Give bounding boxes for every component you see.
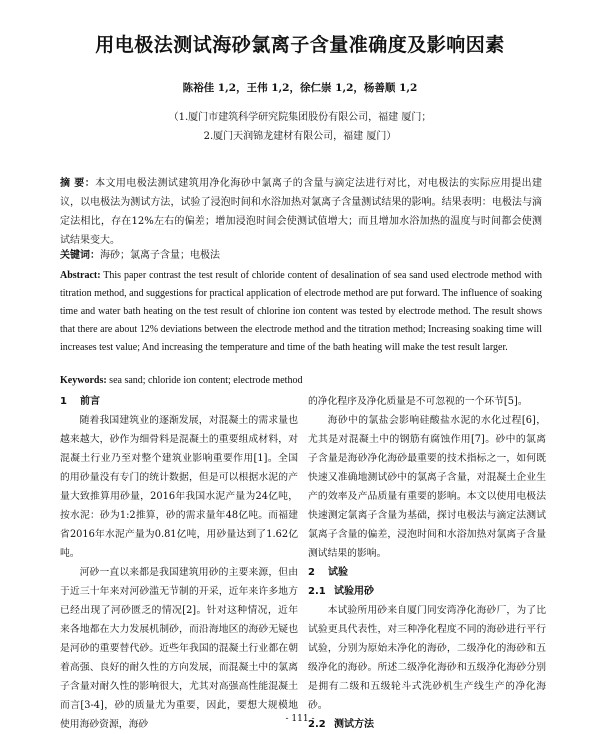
keywords-english <box>60 375 302 386</box>
section-title: 试验用砂 <box>334 586 374 597</box>
keywords-cn-text: 海砂；氯离子含量；电极法 <box>100 250 220 261</box>
abstract-chinese <box>60 174 542 250</box>
body-paragraph: 海砂中的氯盐会影响硅酸盐水泥的水化过程[6]，尤其是对混凝土中的钢筋有腐蚀作用[7]。砂中的氯离子含量是海砂净化海砂最重要的技术指标之一，如何既快速又准确地测试砂中的氯离子含量，对混凝土企业生产的效率及产品质量有重要的影响。本文以使用电极法快速测定氯离子含量为基础，探讨电极法与滴定法测试氯离子含量的偏差，浸泡时间和水浴加热对氯离子含量测试结果的影响。 <box>308 415 546 559</box>
page-number: - 111 - <box>285 714 315 724</box>
section-number: 2.2 <box>308 719 326 730</box>
abstract-english <box>60 267 542 357</box>
keywords-en-label: Keywords: <box>60 375 107 386</box>
affiliation-1: （1.厦门市建筑科学研究院集团股份有限公司，福建 厦门； <box>168 112 432 123</box>
body-paragraph: 本试验所用砂来自厦门同安湾净化海砂厂，为了比试验更具代表性，对三种净化程度不同的海砂进行平行试验，分别为原始未净化的海砂，二级净化的海砂和五级净化的海砂。所述二级净化海砂和五级净化海砂分别是拥有二级和五级轮斗式洗砂机生产线生产的净化海砂。 <box>308 605 546 711</box>
paper-title: 用电极法测试海砂氯离子含量准确度及影响因素 <box>95 34 505 56</box>
section-title: 测试方法 <box>334 719 374 730</box>
section-number: 1 <box>60 396 67 407</box>
keywords-chinese <box>60 246 220 261</box>
abstract-en-text: This paper contrast the test result of chloride content of desalination of sea sand used electrode method with titration method, and suggestions for practical application of electrode method are put forward. The influence of soaking time and water bath heating on the test result of chlorine ion content was tested by electrode method. The result shows that there are about 12% deviations between the electrode method and the titration method; Increasing soaking time will increases test value; And increasing the temperature and time of the bath heating will make the test result larger. <box>60 270 542 353</box>
section-heading-2 <box>308 563 546 582</box>
section-heading-2-1 <box>308 582 546 601</box>
section-title: 前言 <box>80 396 100 407</box>
abstract-en-label: Abstract: <box>60 270 101 281</box>
affiliation-2: 2.厦门天润锦龙建材有限公司，福建 厦门） <box>203 131 397 142</box>
body-paragraph: 河砂一直以来都是我国建筑用砂的主要来源，但由于近三十年来对河砂滥无节制的开采，近年来许多地方已经出现了河砂匮乏的情况[2]。针对这种情况，近年来各地都在大力发展机制砂，而沿海地区的海砂无疑也是河砂的重要替代砂。近些年我国的混凝土行业都在朝着高强、良好的耐久性的方向发展，而混凝土中的氯离子含量对耐久性的影响很大，尤其对高强高性能混凝土而言[3-4]，砂的质量尤为重要，因此，要想大规模地使用海砂资源，海砂 <box>60 567 298 730</box>
keywords-en-text: sea sand; chloride ion content; electrode method <box>106 375 303 386</box>
abstract-cn-text: 本文用电极法测试建筑用净化海砂中氯离子的含量与滴定法进行对比，对电极法的实际应用提出建议，以电极法为测试方法，试验了浸泡时间和水浴加热对氯离子含量测试结果的影响。结果表明：电极法与滴定法相比，存在12%左右的偏差；增加浸泡时间会使测试值增大；而且增加水浴加热的温度与时间都会使测试结果变大。 <box>60 178 542 246</box>
author-list: 陈裕佳 1,2，王伟 1,2，徐仁崇 1,2，杨善顺 1,2 <box>182 82 418 94</box>
body-column-left <box>60 392 298 734</box>
section-heading-1 <box>60 392 298 411</box>
section-title: 试验 <box>328 567 348 578</box>
body-paragraph: 的净化程序及净化质量是不可忽视的一个环节[5]。 <box>308 396 528 407</box>
body-column-right <box>308 392 546 734</box>
section-number: 2.1 <box>308 586 326 597</box>
section-number: 2 <box>308 567 315 578</box>
abstract-cn-label: 摘 要： <box>60 178 96 189</box>
body-paragraph: 随着我国建筑业的逐渐发展，对混凝土的需求量也越来越大，砂作为细骨料是混凝土的重要组成材料，对混凝土行业乃至对整个建筑业影响重要作用[1]。全国的用砂量没有专门的统计数据，但是可以根据水泥的产量大致推算用砂量，2016年我国水泥产量为24亿吨，按水泥：砂为1:2推算，砂的需求量年48亿吨。而福建省2016年水泥产量为0.81亿吨，用砂量达到了1.62亿吨。 <box>60 415 298 559</box>
keywords-cn-label: 关键词： <box>60 250 100 261</box>
